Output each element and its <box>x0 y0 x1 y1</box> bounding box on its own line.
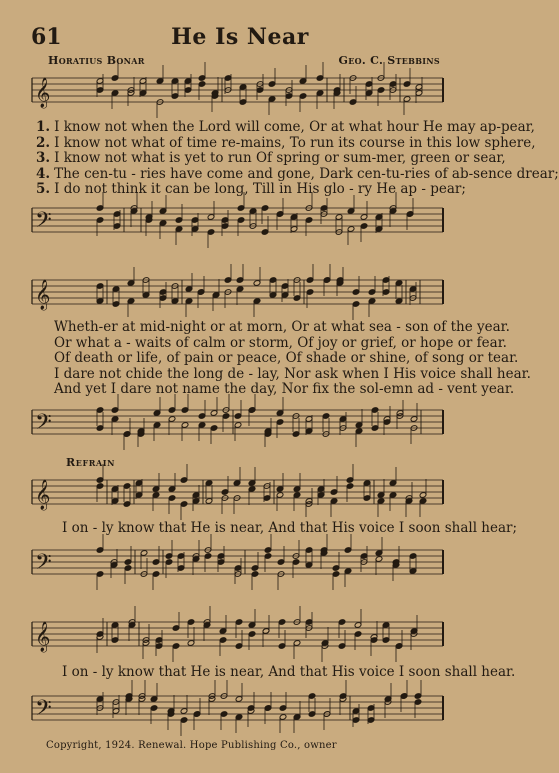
staff-treble-3 <box>30 470 445 520</box>
verse-text: Wheth-er at mid-night or at morn, Or at what sea - son of the year. <box>54 319 510 335</box>
staff-treble-1 <box>30 68 445 118</box>
clef-icon: 𝄞 <box>35 78 51 108</box>
verse-line <box>54 319 510 336</box>
staff-bass-2 <box>30 400 445 450</box>
verse-number: 3. <box>36 150 51 167</box>
author-credit: Horatius Bonar <box>48 54 145 67</box>
staff-bass-4 <box>30 686 445 736</box>
refrain-label: Refrain <box>66 456 116 469</box>
verse-line <box>36 150 506 167</box>
verse-text: I know not what is yet to run Of spring or sum-mer, green or sear, <box>54 150 506 167</box>
clef-icon: 𝄞 <box>35 480 51 510</box>
verse-number: 4. <box>36 165 51 182</box>
verse-text: I dare not chide the long de - lay, Nor ask when I His voice shall hear. <box>54 365 531 382</box>
verse-number: 5. <box>36 181 51 198</box>
staff-lines <box>32 280 443 304</box>
staff-lines <box>32 622 443 646</box>
clef-icon: 𝄢 <box>35 410 52 440</box>
staff-treble-4 <box>30 612 445 662</box>
verse-number: 1. <box>36 119 51 135</box>
clef-icon: 𝄞 <box>35 280 51 310</box>
staff-treble-2 <box>30 270 445 320</box>
verse-number: 2. <box>36 134 51 151</box>
verse-text: And yet I dare not name the day, Nor fix the sol-emn ad - vent year. <box>54 381 515 398</box>
verse-line <box>36 119 535 136</box>
verse-line <box>36 134 536 152</box>
clef-icon: 𝄢 <box>35 550 52 580</box>
verse-text: I do not think it can be long, Till in His glo - ry He ap - pear; <box>54 181 466 198</box>
clef-icon: 𝄢 <box>35 208 52 238</box>
verse-line <box>54 350 519 367</box>
staff-bass-3 <box>30 540 445 590</box>
verse-text: The cen-tu - ries have come and gone, Dark cen-tu-ries of ab-sence drear; <box>54 165 559 182</box>
verse-line <box>36 165 559 183</box>
hymn-title: He Is Near <box>171 24 309 50</box>
verse-text: Of death or life, of pain or peace, Of shade or shine, of song or tear. <box>54 350 519 367</box>
refrain-line-2: I on - ly know that He is near, And that His voice I soon shall hear. <box>62 664 516 680</box>
composer-credit: Geo. C. Stebbins <box>338 54 440 67</box>
verse-line <box>54 381 515 398</box>
verse-text: Or what a - waits of calm or storm, Of joy or grief, or hope or fear. <box>54 334 507 351</box>
verse-text: I know not what of time re-mains, To run its course in this low sphere, <box>54 134 536 151</box>
verse-line <box>54 365 531 383</box>
refrain-line-1: I on - ly know that He is near, And that His voice I soon shall hear; <box>62 520 518 536</box>
verse-line <box>54 334 507 352</box>
clef-icon: 𝄢 <box>35 696 52 726</box>
clef-icon: 𝄞 <box>35 622 51 652</box>
copyright-notice: Copyright, 1924. Renewal. Hope Publishing Co., owner <box>46 740 337 751</box>
verse-lyrics-second-half <box>54 319 531 398</box>
hymn-number: 61 <box>31 24 62 50</box>
staff-bass-1 <box>30 198 445 248</box>
verse-line <box>36 181 466 198</box>
verse-text: I know not when the Lord will come, Or at what hour He may ap-pear, <box>54 119 535 135</box>
verse-lyrics-first-half <box>36 119 559 198</box>
